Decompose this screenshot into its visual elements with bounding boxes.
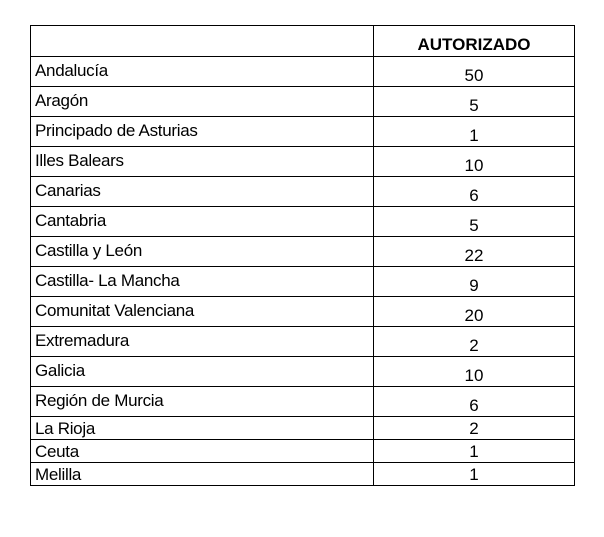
region-cell: La Rioja — [31, 417, 374, 440]
region-cell: Extremadura — [31, 327, 374, 357]
region-cell: Comunitat Valenciana — [31, 297, 374, 327]
value-cell: 10 — [374, 357, 575, 387]
region-cell: Andalucía — [31, 57, 374, 87]
value-cell: 1 — [374, 463, 575, 486]
value-cell: 2 — [374, 327, 575, 357]
value-cell: 50 — [374, 57, 575, 87]
table-row — [31, 267, 575, 297]
value-cell: 9 — [374, 267, 575, 297]
table-row — [31, 87, 575, 117]
table-row — [31, 327, 575, 357]
value-cell: 6 — [374, 177, 575, 207]
table-row — [31, 177, 575, 207]
table-row — [31, 297, 575, 327]
table-row — [31, 147, 575, 177]
header-row — [31, 26, 575, 57]
value-cell: 5 — [374, 207, 575, 237]
region-cell: Galicia — [31, 357, 374, 387]
table-row — [31, 57, 575, 87]
region-cell: Principado de Asturias — [31, 117, 374, 147]
region-cell: Canarias — [31, 177, 374, 207]
table-row — [31, 463, 575, 486]
region-cell: Castilla y León — [31, 237, 374, 267]
region-cell: Illes Balears — [31, 147, 374, 177]
region-cell: Castilla- La Mancha — [31, 267, 374, 297]
region-cell: Región de Murcia — [31, 387, 374, 417]
value-cell: 20 — [374, 297, 575, 327]
table-row — [31, 387, 575, 417]
autorizado-table — [30, 25, 575, 486]
table-row — [31, 207, 575, 237]
table-row — [31, 237, 575, 267]
value-cell: 1 — [374, 117, 575, 147]
table-row — [31, 417, 575, 440]
table-row — [31, 117, 575, 147]
region-cell: Melilla — [31, 463, 374, 486]
value-cell: 1 — [374, 440, 575, 463]
region-cell: Ceuta — [31, 440, 374, 463]
table-row — [31, 440, 575, 463]
region-cell: Cantabria — [31, 207, 374, 237]
value-cell: 10 — [374, 147, 575, 177]
region-cell: Aragón — [31, 87, 374, 117]
value-cell: 6 — [374, 387, 575, 417]
header-autorizado: AUTORIZADO — [374, 26, 575, 57]
value-cell: 22 — [374, 237, 575, 267]
header-region — [31, 26, 374, 57]
value-cell: 5 — [374, 87, 575, 117]
table-row — [31, 357, 575, 387]
value-cell: 2 — [374, 417, 575, 440]
